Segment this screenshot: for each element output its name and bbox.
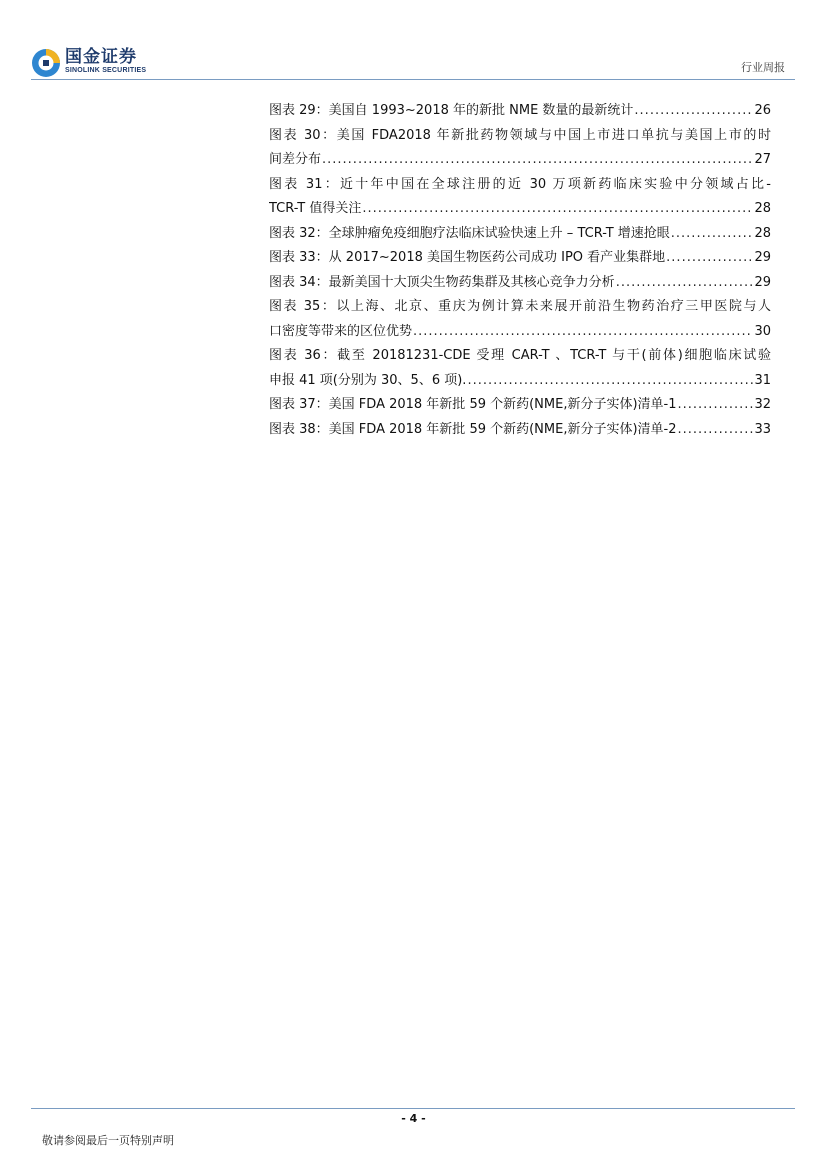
toc-entry-title-cont: 口密度等带来的区位优势 xyxy=(269,323,413,339)
toc-entry[interactable] xyxy=(269,393,771,418)
header-divider xyxy=(31,79,795,80)
toc-entry-title: 图表 37：美国 FDA 2018 年新批 59 个新药(NME,新分子实体)清单-1 xyxy=(269,397,677,412)
page-header xyxy=(0,0,827,80)
toc-entry-title: 图表 38：美国 FDA 2018 年新批 59 个新药(NME,新分子实体)清单-2 xyxy=(269,421,677,437)
company-logo xyxy=(31,47,155,79)
leader-dots xyxy=(362,197,753,222)
leader-dots xyxy=(467,369,753,394)
leader-dots xyxy=(666,246,753,271)
leader-dots xyxy=(413,320,753,345)
toc-entry[interactable] xyxy=(269,124,771,173)
toc-entry[interactable] xyxy=(269,295,771,344)
footer-divider xyxy=(31,1108,795,1109)
toc-entry[interactable] xyxy=(269,222,771,247)
toc-entry[interactable] xyxy=(269,246,771,271)
toc-entry-title: 图表 36：截至 20181231-CDE 受理 CAR-T 、TCR-T 与干(前体)细胞临床试验 xyxy=(269,348,771,363)
toc-entry-title: 图表 32：全球肿瘤免疫细胞疗法临床试验快速上升 – TCR-T 增速抢眼 xyxy=(269,225,670,241)
leader-dots xyxy=(678,393,754,418)
toc-entry-title: 图表 35：以上海、北京、重庆为例计算未来展开前沿生物药治疗三甲医院与人 xyxy=(269,299,771,314)
toc-entry-title-cont: 间差分布 xyxy=(269,152,322,167)
toc-page-number: 33 xyxy=(754,421,771,437)
leader-dots xyxy=(322,148,753,173)
toc-entry[interactable] xyxy=(269,418,771,443)
company-name-cn: 国金证券 xyxy=(65,47,137,67)
toc-page-number: 26 xyxy=(754,103,771,118)
leader-dots xyxy=(634,99,753,124)
toc-page-number: 28 xyxy=(754,201,771,216)
company-name-en: SINOLINK SECURITIES xyxy=(65,67,147,74)
toc-entry-title: 图表 31：近十年中国在全球注册的近 30 万项新药临床实验中分领域占比- xyxy=(269,176,771,192)
toc-page-number: 29 xyxy=(754,250,771,265)
toc-page-number: 32 xyxy=(754,397,771,412)
leader-dots xyxy=(616,271,754,296)
toc-page-number: 31 xyxy=(754,372,771,388)
toc-page-number: 28 xyxy=(754,225,771,241)
toc-entry-title: 图表 33：从 2017~2018 美国生物医药公司成功 IPO 看产业集群地 xyxy=(269,250,666,265)
report-type: 行业周报 xyxy=(741,61,785,74)
logo-mark-icon xyxy=(31,48,61,78)
page-number: - 4 - xyxy=(401,1112,426,1125)
leader-dots xyxy=(671,222,754,247)
toc-entry[interactable] xyxy=(269,271,771,296)
toc-entry[interactable] xyxy=(269,173,771,222)
toc-page-number: 27 xyxy=(754,152,771,167)
leader-dots xyxy=(678,418,754,443)
toc-entry-title: 图表 29：美国自 1993~2018 年的新批 NME 数量的最新统计 xyxy=(269,103,634,118)
toc-entry-title-cont: TCR-T 值得关注 xyxy=(269,201,362,216)
toc-entry[interactable] xyxy=(269,344,771,393)
toc-page-number: 30 xyxy=(754,323,771,339)
toc-page-number: 29 xyxy=(754,274,771,290)
toc-entry-title-cont: 申报 41 项(分别为 30、5、6 项). xyxy=(269,372,467,388)
disclaimer-note: 敬请参阅最后一页特别声明 xyxy=(42,1134,174,1147)
toc-entry-title: 图表 30：美国 FDA2018 年新批药物领域与中国上市进口单抗与美国上市的时 xyxy=(269,127,771,143)
figure-list xyxy=(269,99,771,442)
toc-entry[interactable] xyxy=(269,99,771,124)
toc-entry-title: 图表 34：最新美国十大顶尖生物药集群及其核心竞争力分析 xyxy=(269,274,615,290)
